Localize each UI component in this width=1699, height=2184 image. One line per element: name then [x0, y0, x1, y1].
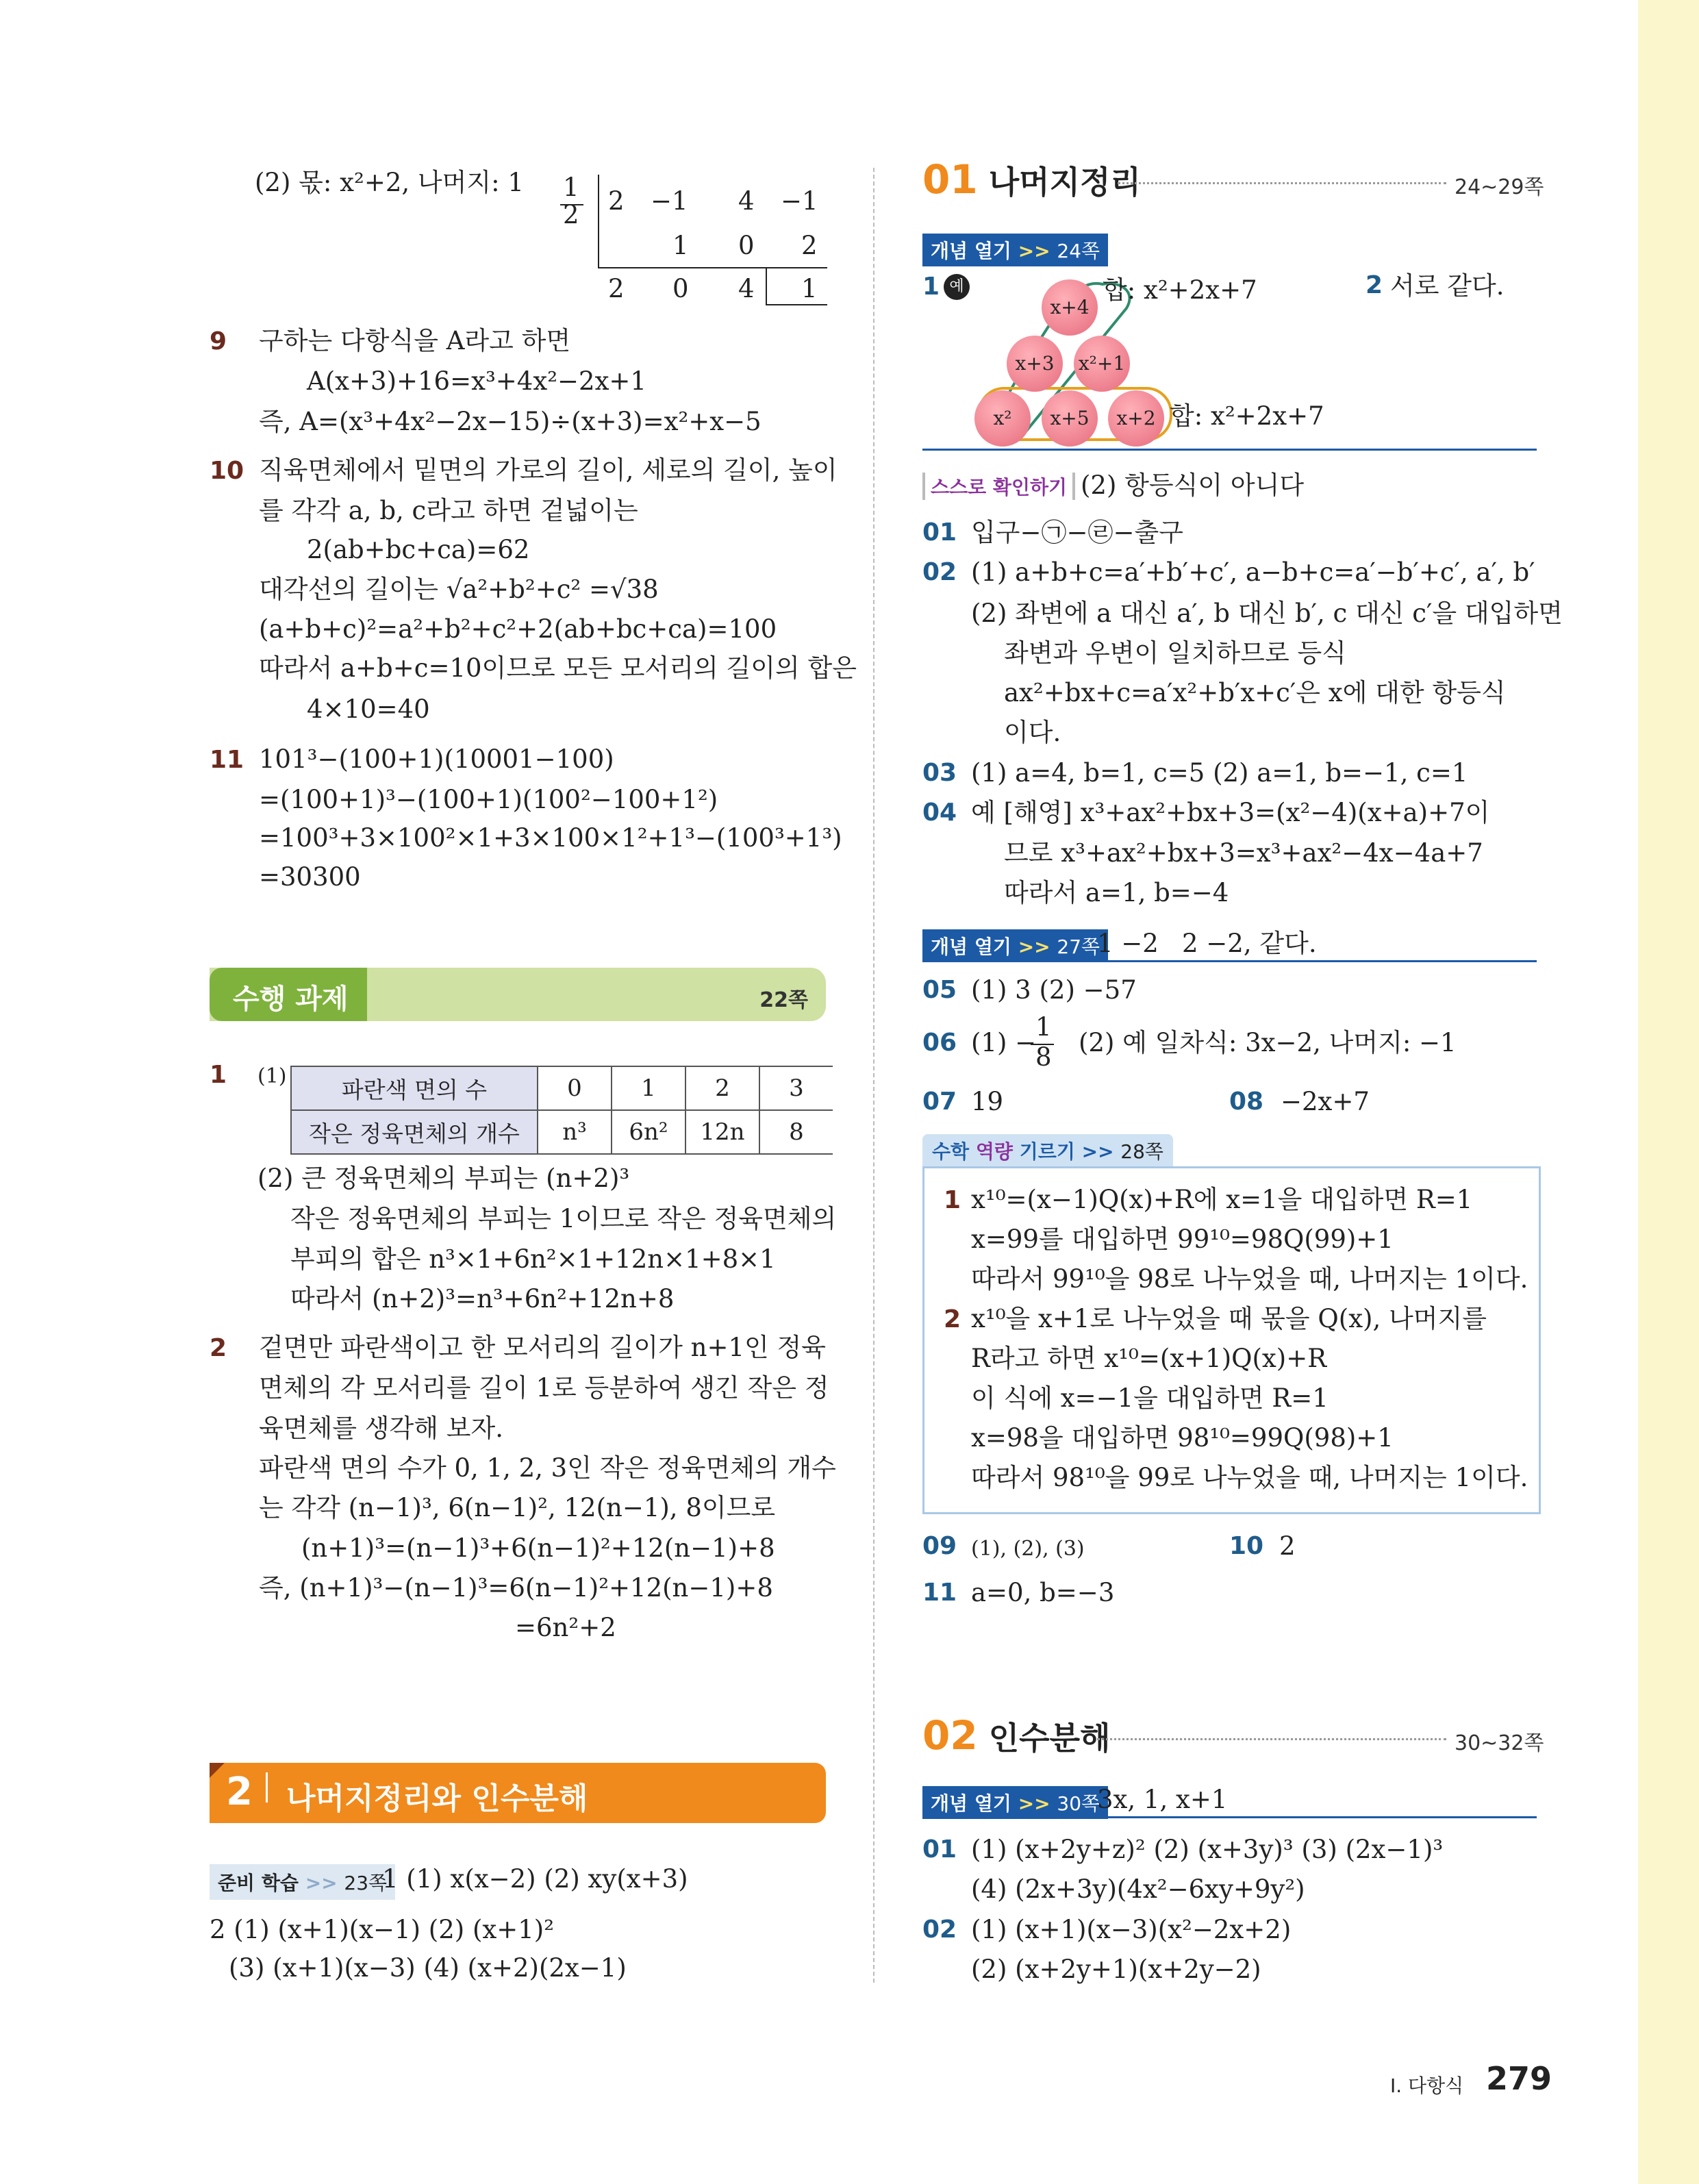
problem-10-line: 4×10=40: [307, 694, 430, 724]
q04-line: 예 [해영] x³+ax²+bx+3=(x²−4)(x+a)+7이: [971, 798, 1490, 827]
problem-10-number: 10: [210, 457, 244, 485]
problem-10-line: (a+b+c)²=a²+b²+c²+2(ab+bc+ca)=100: [259, 614, 777, 644]
problem-9-line: 즉, A=(x³+4x²−2x−15)÷(x+3)=x²+x−5: [259, 407, 762, 436]
task-2-line: 육면체를 생각해 보자.: [259, 1414, 503, 1443]
task-2-line: 겉면만 파란색이고 한 모서리의 길이가 n+1인 정육: [259, 1333, 827, 1362]
task-1-line: 따라서 (n+2)³=n³+6n²+12n+8: [290, 1284, 675, 1314]
task-1-line: 부피의 합은 n³×1+6n²×1+12n×1+8×1: [290, 1244, 776, 1274]
task-1-number: 1: [210, 1061, 227, 1089]
q03-answer: (1) a=4, b=1, c=5 (2) a=1, b=−1, c=1: [971, 758, 1468, 788]
q02-line: ax²+bx+c=a′x²+b′x+c′은 x에 대한 항등식: [1004, 678, 1506, 707]
open27-answer-1: 1 −2: [1097, 929, 1159, 958]
chapter-number: 2: [226, 1770, 253, 1814]
ability-line: R라고 하면 x¹⁰=(x+1)Q(x)+R: [971, 1344, 1327, 1373]
section-01-pages: 24~29쪽: [1455, 175, 1544, 199]
problem-11-line: 101³−(100+1)(10001−100): [259, 744, 614, 774]
circle-item: x²+1: [1074, 336, 1130, 392]
task-2-line: 는 각각 (n−1)³, 6(n−1)², 12(n−1), 8이므로: [259, 1493, 776, 1522]
q10-answer: 2: [1279, 1531, 1296, 1561]
q09-answer: (1), (2), (3): [971, 1537, 1085, 1561]
table-cell: 1: [612, 1066, 685, 1110]
table-cell: n³: [538, 1110, 612, 1154]
q02-line: (1) a+b+c=a′+b′+c′, a−b+c=a′−b′+c′, a′, b′: [971, 557, 1535, 587]
task-1-line: (2) 큰 정육면체의 부피는 (n+2)³: [257, 1164, 630, 1193]
ability-line: 따라서 98¹⁰을 99로 나누었을 때, 나머지는 1이다.: [971, 1463, 1528, 1492]
prep-line: 2 (1) (x+1)(x−1) (2) (x+1)²: [210, 1915, 555, 1944]
r01-line: (1) (x+2y+z)² (2) (x+3y)³ (3) (2x−1)³: [971, 1835, 1444, 1864]
table-cell: 12n: [685, 1110, 759, 1154]
task-2-line: 면체의 각 모서리를 길이 1로 등분하여 생긴 작은 정: [259, 1373, 829, 1403]
ability-line: x¹⁰을 x+1로 나누었을 때 몫을 Q(x), 나머지를: [971, 1304, 1487, 1333]
q02-line: 이다.: [1004, 718, 1061, 747]
q01-answer: 입구−㉠−㉣−출구: [971, 518, 1183, 547]
answer-2: 서로 같다.: [1390, 271, 1505, 301]
section-01-title: 01 나머지정리: [922, 156, 1141, 203]
fraction-denominator: 8: [1035, 1042, 1052, 1072]
problem-10-line: 를 각각 a, b, c라고 하면 겉넓이는: [259, 496, 638, 525]
cube-count-table: [290, 1066, 833, 1155]
problem-11-line: =100³+3×100²×1+3×100×1²+1³−(100³+1³): [259, 823, 842, 853]
open27-answer-2: 2 −2, 같다.: [1182, 929, 1317, 958]
ability-box: 1 x¹⁰=(x−1)Q(x)+R에 x=1을 대입하면 R=1 x=99를 대입하면 99¹⁰=98Q(99)+1 따라서 99¹⁰을 98로 나누었을 때, 나머지는 1이다. 2 x¹⁰을 x+1로 나누었을 때 몫을 Q(x), 나머지를 R라고 하면 x¹⁰=(x+1)Q(x)+R 이 식에 x=−1을 대입하면 R=1 x=98을 대입하면 98¹⁰=99Q(98)+1 따라서 98¹⁰을 99로 나누었을 때, 나머지는 1이다.: [922, 1166, 1541, 1514]
task-page: 22쪽: [759, 988, 808, 1012]
table-cell: 2: [685, 1066, 759, 1110]
r02-line: (1) (x+1)(x−3)(x²−2x+2): [971, 1915, 1292, 1944]
prep-tag: 준비 학습 >> 23쪽: [210, 1864, 395, 1900]
section-02-title: 02 인수분해: [922, 1712, 1111, 1759]
table-header: 파란색 면의 수: [291, 1066, 538, 1110]
task-header-bar: [210, 968, 826, 1021]
table-cell: 6n²: [612, 1110, 685, 1154]
footer-unit: Ⅰ. 다항식: [1390, 2074, 1464, 2097]
problem-10-line: 2(ab+bc+ca)=62: [307, 535, 530, 564]
problem-10-line: 따라서 a+b+c=10이므로 모든 모서리의 길이의 합은: [259, 653, 857, 683]
table-cell: 3: [759, 1066, 833, 1110]
page-edge-strip: [1638, 0, 1699, 2184]
ability-line: x=98을 대입하면 98¹⁰=99Q(98)+1: [971, 1423, 1394, 1453]
q04-line: 따라서 a=1, b=−4: [1004, 878, 1229, 907]
problem-11-number: 11: [210, 746, 244, 774]
table-header: 작은 정육면체의 개수: [291, 1110, 538, 1154]
sum-label-bottom: 합: x²+2x+7: [1170, 401, 1324, 431]
q08-answer: −2x+7: [1281, 1087, 1370, 1116]
column-divider: [873, 168, 874, 1983]
ability-line: 이 식에 x=−1을 대입하면 R=1: [971, 1383, 1329, 1413]
chapter-header-bar: [210, 1763, 826, 1823]
table-cell: 0: [538, 1066, 612, 1110]
circle-item: x+4: [1042, 279, 1098, 336]
q04-line: 므로 x³+ax²+bx+3=x³+ax²−4x−4a+7: [1004, 838, 1483, 868]
division-result: (2) 몫: x²+2, 나머지: 1: [255, 168, 524, 197]
open30-answer: 3x, 1, x+1: [1097, 1785, 1228, 1814]
circle-item: x+2: [1108, 390, 1164, 447]
table-cell: 8: [759, 1110, 833, 1154]
sum-label-top: 합: x²+2x+7: [1103, 275, 1257, 305]
circle-item: x²: [974, 390, 1031, 447]
example-icon: 예: [944, 274, 970, 300]
task-title: 수행 과제: [233, 983, 349, 1015]
circle-item: x+3: [1007, 336, 1063, 392]
task-1-line: 작은 정육면체의 부피는 1이므로 작은 정육면체의: [290, 1204, 837, 1233]
q07-answer: 19: [971, 1087, 1004, 1116]
r02-line: (2) (x+2y+1)(x+2y−2): [971, 1955, 1261, 1984]
concept-open-24-tag: 개념 열기 >> 24쪽: [922, 234, 1108, 266]
prep-line: 1 (1) x(x−2) (2) xy(x+3): [382, 1864, 688, 1894]
task-2-line: =6n²+2: [515, 1613, 616, 1642]
prep-line: (3) (x+1)(x−3) (4) (x+2)(2x−1): [229, 1953, 627, 1983]
problem-10-line: 대각선의 길이는 √a²+b²+c² =√38: [259, 575, 659, 604]
self-check-answer: (2) 항등식이 아니다: [1081, 470, 1305, 500]
ability-line: 따라서 99¹⁰을 98로 나누었을 때, 나머지는 1이다.: [971, 1264, 1528, 1294]
r01-line: (4) (2x+3y)(4x²−6xy+9y²): [971, 1874, 1305, 1904]
q11-answer: a=0, b=−3: [971, 1578, 1115, 1607]
ability-tag: 수학 역량 기르기 >> 28쪽: [922, 1134, 1173, 1167]
section-02-pages: 30~32쪽: [1455, 1731, 1544, 1755]
problem-9-line: 구하는 다항식을 A라고 하면: [259, 326, 571, 355]
task-2-line: 즉, (n+1)³−(n−1)³=6(n−1)²+12(n−1)+8: [259, 1573, 773, 1603]
task-2-line: 파란색 면의 수가 0, 1, 2, 3인 작은 정육면체의 개수: [259, 1453, 836, 1483]
problem-9-line: A(x+3)+16=x³+4x²−2x+1: [307, 366, 646, 396]
concept-open-27-tag: 개념 열기 >> 27쪽: [922, 929, 1108, 962]
concept-open-30-tag: 개념 열기 >> 30쪽: [922, 1786, 1108, 1819]
q02-line: 좌변과 우변이 일치하므로 등식: [1004, 638, 1346, 668]
q02-line: (2) 좌변에 a 대신 a′, b 대신 b′, c 대신 c′을 대입하면: [971, 599, 1563, 628]
task-2-line: (n+1)³=(n−1)³+6(n−1)²+12(n−1)+8: [301, 1533, 775, 1563]
self-check-tag: 스스로 확인하기: [922, 473, 1075, 500]
problem-10-line: 직육면체에서 밑면의 가로의 길이, 세로의 길이, 높이: [259, 455, 838, 485]
problem-11-line: =30300: [259, 862, 361, 892]
circle-item: x+5: [1042, 390, 1098, 447]
q05-answer: (1) 3 (2) −57: [971, 975, 1137, 1005]
problem-11-line: =(100+1)³−(100+1)(100²−100+1²): [259, 785, 718, 814]
page-number: 279: [1486, 2060, 1552, 2097]
q06-answer: (2) 예 일차식: 3x−2, 나머지: −1: [1079, 1028, 1457, 1057]
fraction-numerator: 1: [1035, 1012, 1052, 1042]
task-1-sub: (1): [257, 1064, 287, 1088]
task-2-number: 2: [210, 1334, 227, 1362]
ability-line: x¹⁰=(x−1)Q(x)+R에 x=1을 대입하면 R=1: [971, 1185, 1473, 1214]
ability-line: x=99를 대입하면 99¹⁰=98Q(99)+1: [971, 1225, 1394, 1254]
chapter-title: 나머지정리와 인수분해: [286, 1781, 588, 1816]
problem-9-number: 9: [210, 327, 227, 355]
